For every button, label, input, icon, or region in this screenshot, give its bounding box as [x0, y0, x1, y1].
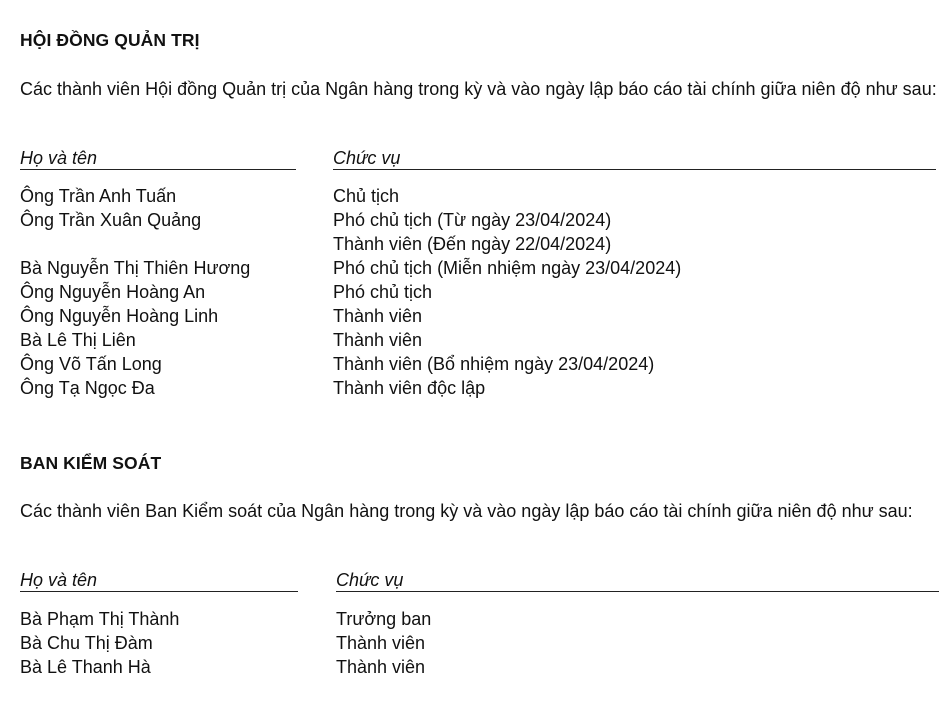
board-member-name: Ông Trần Anh Tuấn [20, 186, 177, 206]
board-member-role: Thành viên (Đến ngày 22/04/2024) [333, 234, 612, 254]
supervisory-member-name: Bà Phạm Thị Thành [20, 609, 180, 629]
supervisory-col-name-header: Họ và tên [20, 569, 298, 592]
board-col-role-header: Chức vụ [333, 147, 936, 170]
board-intro: Các thành viên Hội đồng Quản trị của Ngân hàng trong kỳ và vào ngày lập báo cáo tài chính giữa niên độ như sau: [20, 79, 937, 99]
supervisory-member-name: Bà Chu Thị Đàm [20, 633, 153, 653]
supervisory-member-name: Bà Lê Thanh Hà [20, 657, 151, 677]
supervisory-intro: Các thành viên Ban Kiểm soát của Ngân hàng trong kỳ và vào ngày lập báo cáo tài chính giữa niên độ như sau: [20, 501, 913, 521]
board-member-role: Phó chủ tịch [333, 282, 433, 302]
board-member-name: Ông Nguyễn Hoàng An [20, 282, 206, 302]
board-member-name: Bà Nguyễn Thị Thiên Hương [20, 258, 251, 278]
board-member-role: Thành viên (Bổ nhiệm ngày 23/04/2024) [333, 354, 655, 374]
board-member-name: Ông Tạ Ngọc Đa [20, 378, 155, 398]
board-member-name: Ông Võ Tấn Long [20, 354, 162, 374]
board-member-name: Ông Trần Xuân Quảng [20, 210, 202, 230]
board-member-name: Ông Nguyễn Hoàng Linh [20, 306, 219, 326]
board-heading: HỘI ĐỒNG QUẢN TRỊ [20, 30, 200, 50]
supervisory-col-role-header: Chức vụ [336, 569, 939, 592]
board-member-role: Thành viên [333, 306, 423, 326]
supervisory-heading: BAN KIỂM SOÁT [20, 453, 162, 473]
board-member-name: Bà Lê Thị Liên [20, 330, 136, 350]
board-col-name-header: Họ và tên [20, 147, 296, 170]
supervisory-member-role: Thành viên [336, 633, 426, 653]
supervisory-member-role: Thành viên [336, 657, 426, 677]
supervisory-member-role: Trưởng ban [336, 609, 432, 629]
board-member-role: Thành viên độc lập [333, 378, 486, 398]
board-member-role: Thành viên [333, 330, 423, 350]
board-member-role: Phó chủ tịch (Miễn nhiệm ngày 23/04/2024) [333, 258, 682, 278]
board-member-role: Chủ tịch [333, 186, 400, 206]
board-member-role: Phó chủ tịch (Từ ngày 23/04/2024) [333, 210, 612, 230]
